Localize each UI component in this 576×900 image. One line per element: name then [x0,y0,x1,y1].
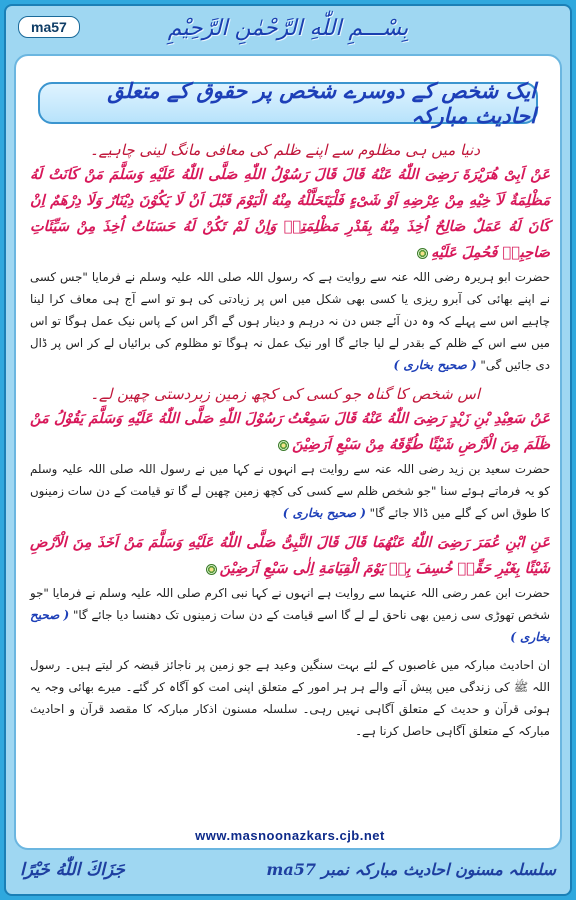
reference-label: ( صحیح بخاری ) [282,506,366,520]
flower-icon [206,564,217,575]
hadith-section-2 [30,382,550,524]
flower-icon [417,248,428,259]
flower-icon [278,440,289,451]
arabic-text [30,530,550,582]
conclusion-paragraph: ان احادیث مبارکہ میں غاصبوں کے لئے بہت سنگین وعید ہے جو زمین پر ناجائز قبضہ کر لیتے ہیں۔ رسول اللہ ﷺ کی زندگی میں پیش آنے والے ہر ہر امور کے متعلق اپنی امت کو آگاہ کر گئے۔ میرے بھائی وجہ یہ ہوئی قرآن و حدیث کے متعلق آگاہی نہیں رہی۔ سلسلہ مسنون اذکار مبارکہ کا مقصد قرآن و احادیث مبارکہ کے متعلق آگاہی حاصل کرنا ہے۔ [30,658,550,738]
header-bar [10,8,566,48]
footer-bar [10,856,566,892]
series-badge: ma57 [18,16,80,38]
reference-label: ( صحیح بخاری ) [30,608,550,644]
arabic-text-body: عَنْ سَعِیْدِ بْنِ زَیْدٍ رَضِیَ اللّٰهُ عَنْهُ قَالَ سَمِعْتُ رَسُوْلَ اللّٰهِ صَلَّى اللّٰهُ عَلَیْهِ وَسَلَّمَ یَقُوْلُ مَنْ ظَلَمَ مِنَ الْاَرْضِ شَیْئًا طُوِّقَهُ مِنْ سَبْعِ اَرَضِیْنَ [30,410,550,453]
arabic-text-body: عَنِ ابْنِ عُمَرَ رَضِیَ اللّٰهُ عَنْهُمَا قَالَ قَالَ النَّبِیُّ صَلَّى اللّٰهُ عَلَیْهِ وَسَلَّمَ مَنْ اَخَذَ مِنَ الْاَرْضِ شَیْئًا بِغَیْرِ حَقِّهٖ خُسِفَ بِهٖ یَوْمَ الْقِیَامَةِ اِلٰى سَبْعِ اَرَضِیْنَ [30,534,550,577]
reference-label: ( صحیح بخاری ) [393,358,477,372]
jazakallah-text: جَزَاكَ اللّٰهُ خَیْرًا [20,860,125,880]
section-heading: اس شخص کا گناہ جو کسی کی کچھ زمین زبردستی چھین لے۔ [90,385,480,403]
arabic-text [30,162,550,266]
bismillah-heading: بِسْـــمِ اللّٰهِ الرَّحْمٰنِ الرَّحِيْمِ [167,15,409,41]
content-body [30,138,550,742]
urdu-translation [30,458,550,524]
hadith-section-3 [30,530,550,648]
urdu-text-body: حضرت ابو ہریرہ رضی اللہ عنہ سے روایت ہے کہ رسول اللہ صلی اللہ علیہ وسلم نے فرمایا "جس کسی نے اپنے بھائی کی آبرو ریزی یا کسی بھی شکل میں اس پر زیادتی کی ہو تو اسے آج ہی معاف کرا لینا چاہیے اس سے پہلے کہ وہ دن آئے جس دن نہ درہم و دینار ہوں گے اگر اس کے پاس نیک عمل ہوگا تو اس میں سے اس کے ظلم کے بقدر لے لیا جائے گا اور نیک عمل نہ ہوگا تو مظلوم کی برائیاں لے کر اس پر ڈال دی جائیں گی" [30,270,550,372]
arabic-text [30,406,550,458]
urdu-translation [30,582,550,648]
website-link[interactable]: www.masnoonazkars.cjb.net [195,828,385,843]
title-box [38,78,538,128]
section-heading: دنیا میں ہی مظلوم سے اپنے ظلم کی معافی مانگ لینی چاہیے۔ [89,141,480,159]
hadith-section-1 [30,138,550,376]
urdu-text-body: حضرت ابن عمر رضی اللہ عنہما سے روایت ہے انہوں نے کہا نبی اکرم صلی اللہ علیہ وسلم نے فرمایا "جو شخص تھوڑی سی زمین بھی ناحق لے لے گا اسے قیامت کے دن سات زمینوں تک دھنسا دیا جائے گا" [30,586,550,622]
series-label: سلسلہ مسنون احادیث مبارکہ نمبر ma57 [266,860,556,879]
urdu-text-body: حضرت سعید بن زید رضی اللہ عنہ سے روایت ہے انہوں نے کہا میں نے رسول اللہ صلی اللہ علیہ وسلم کو یہ فرماتے ہوئے سنا "جو شخص ظلم سے کسی کی کچھ زمین چھین لے گا تو قیامت کے دن سات زمینوں کا طوق اس کے گلے میں ڈالا جائے گا" [30,462,550,520]
content-panel [14,54,562,850]
arabic-text-body: عَنْ اَبِیْ هُرَیْرَةَ رَضِیَ اللّٰهُ عَنْهُ قَالَ قَالَ رَسُوْلُ اللّٰهِ صَلَّى اللّٰهُ عَلَیْهِ وَسَلَّمَ مَنْ كَانَتْ لَهُ مَظْلِمَةٌ لَاَ خِیْهِ مِنْ عِرْضِهِ اَوْ شَیْءٍ فَلْیَتَحَلَّلْهُ مِنْهُ الْیَوْمَ قَبْلَ اَنْ لَا یَكُوْنَ دِیْنَارٌ وَلَا دِرْهَمٌ اِنْ كَانَ لَهُ عَمَلٌ صَالِحٌ اُخِذَ مِنْهُ بِقَدْرِ مَظْلِمَتِهٖ وَاِنْ لَمْ تَكُنْ لَهُ حَسَنَاتٌ اُخِذَ مِنْ سَیِّئَاتِ صَاحِبِهٖ فَحُمِلَ عَلَیْهِ [30,166,550,261]
page-title: ایک شخص کے دوسرے شخص پر حقوق کے متعلق احادیث مبارکہ [107,78,536,128]
urdu-translation [30,266,550,376]
